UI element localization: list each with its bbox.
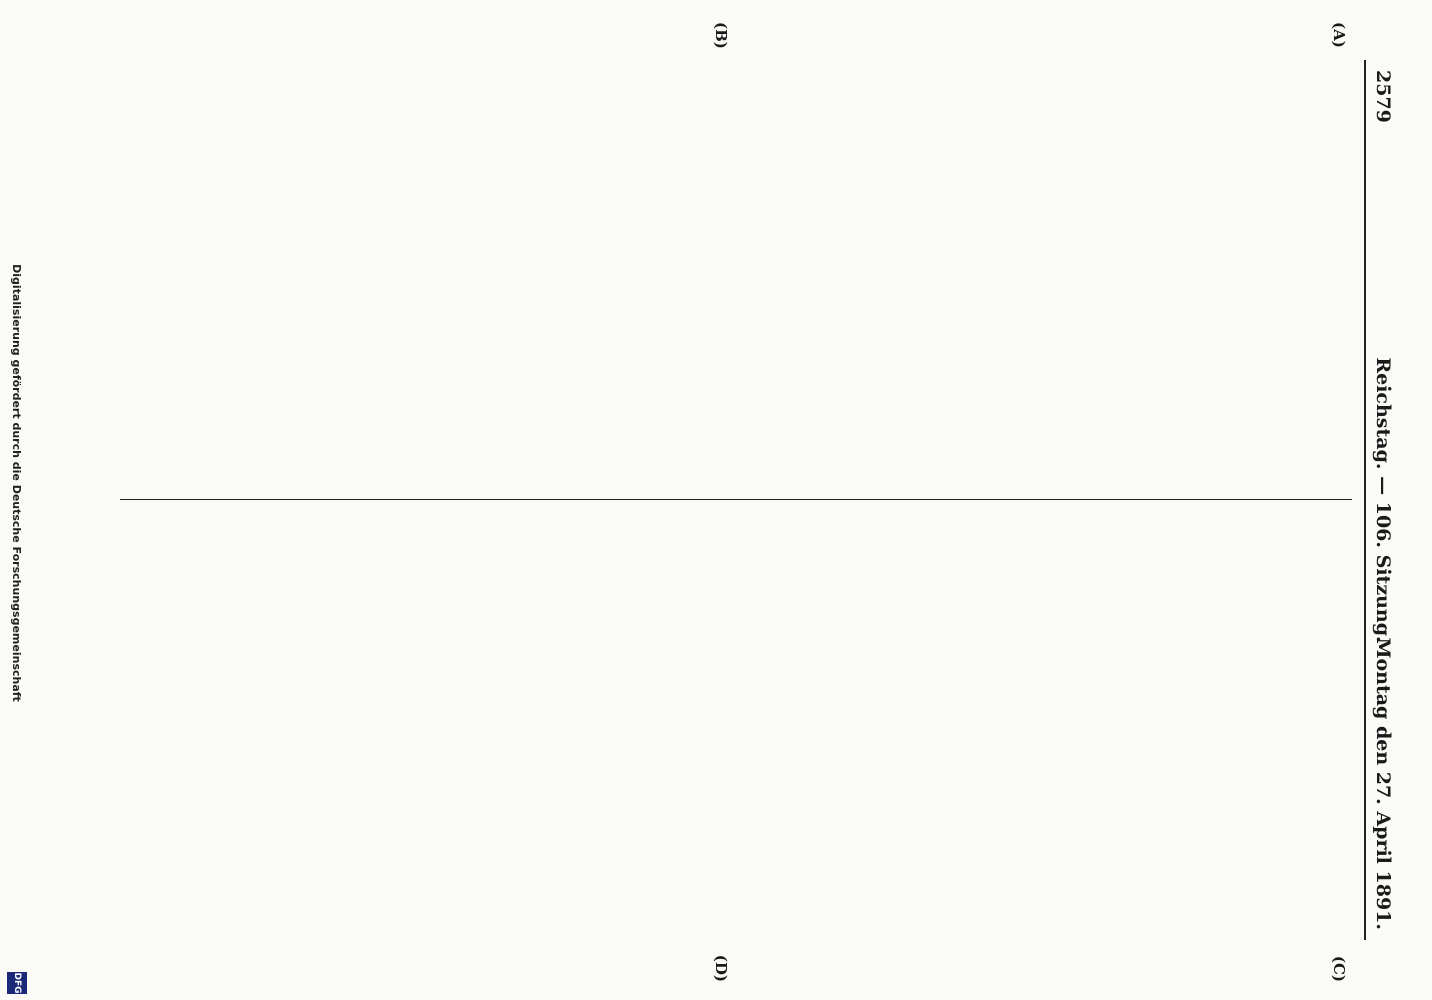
- dfg-logo-icon: DFG: [7, 972, 27, 994]
- page-header: [1364, 60, 1396, 940]
- left-text-column: [100, 60, 1350, 480]
- margin-mark-d: (D): [712, 954, 730, 982]
- column-divider: [120, 499, 1352, 500]
- page-title: Reichstag. — 106. Sitzung.: [1372, 357, 1394, 643]
- page-number: 2579: [1372, 70, 1394, 123]
- margin-mark-a: (A): [1330, 22, 1348, 48]
- margin-mark-c: (C): [1330, 955, 1348, 982]
- digitization-footer: [4, 0, 30, 1000]
- margin-mark-b: (B): [712, 22, 730, 49]
- footer-text: Digitalisierung gefördert durch die Deutsche Forschungsgemeinschaft: [10, 264, 23, 702]
- page-date: Montag den 27. April 1891.: [1372, 637, 1394, 930]
- right-text-column: [100, 520, 1350, 940]
